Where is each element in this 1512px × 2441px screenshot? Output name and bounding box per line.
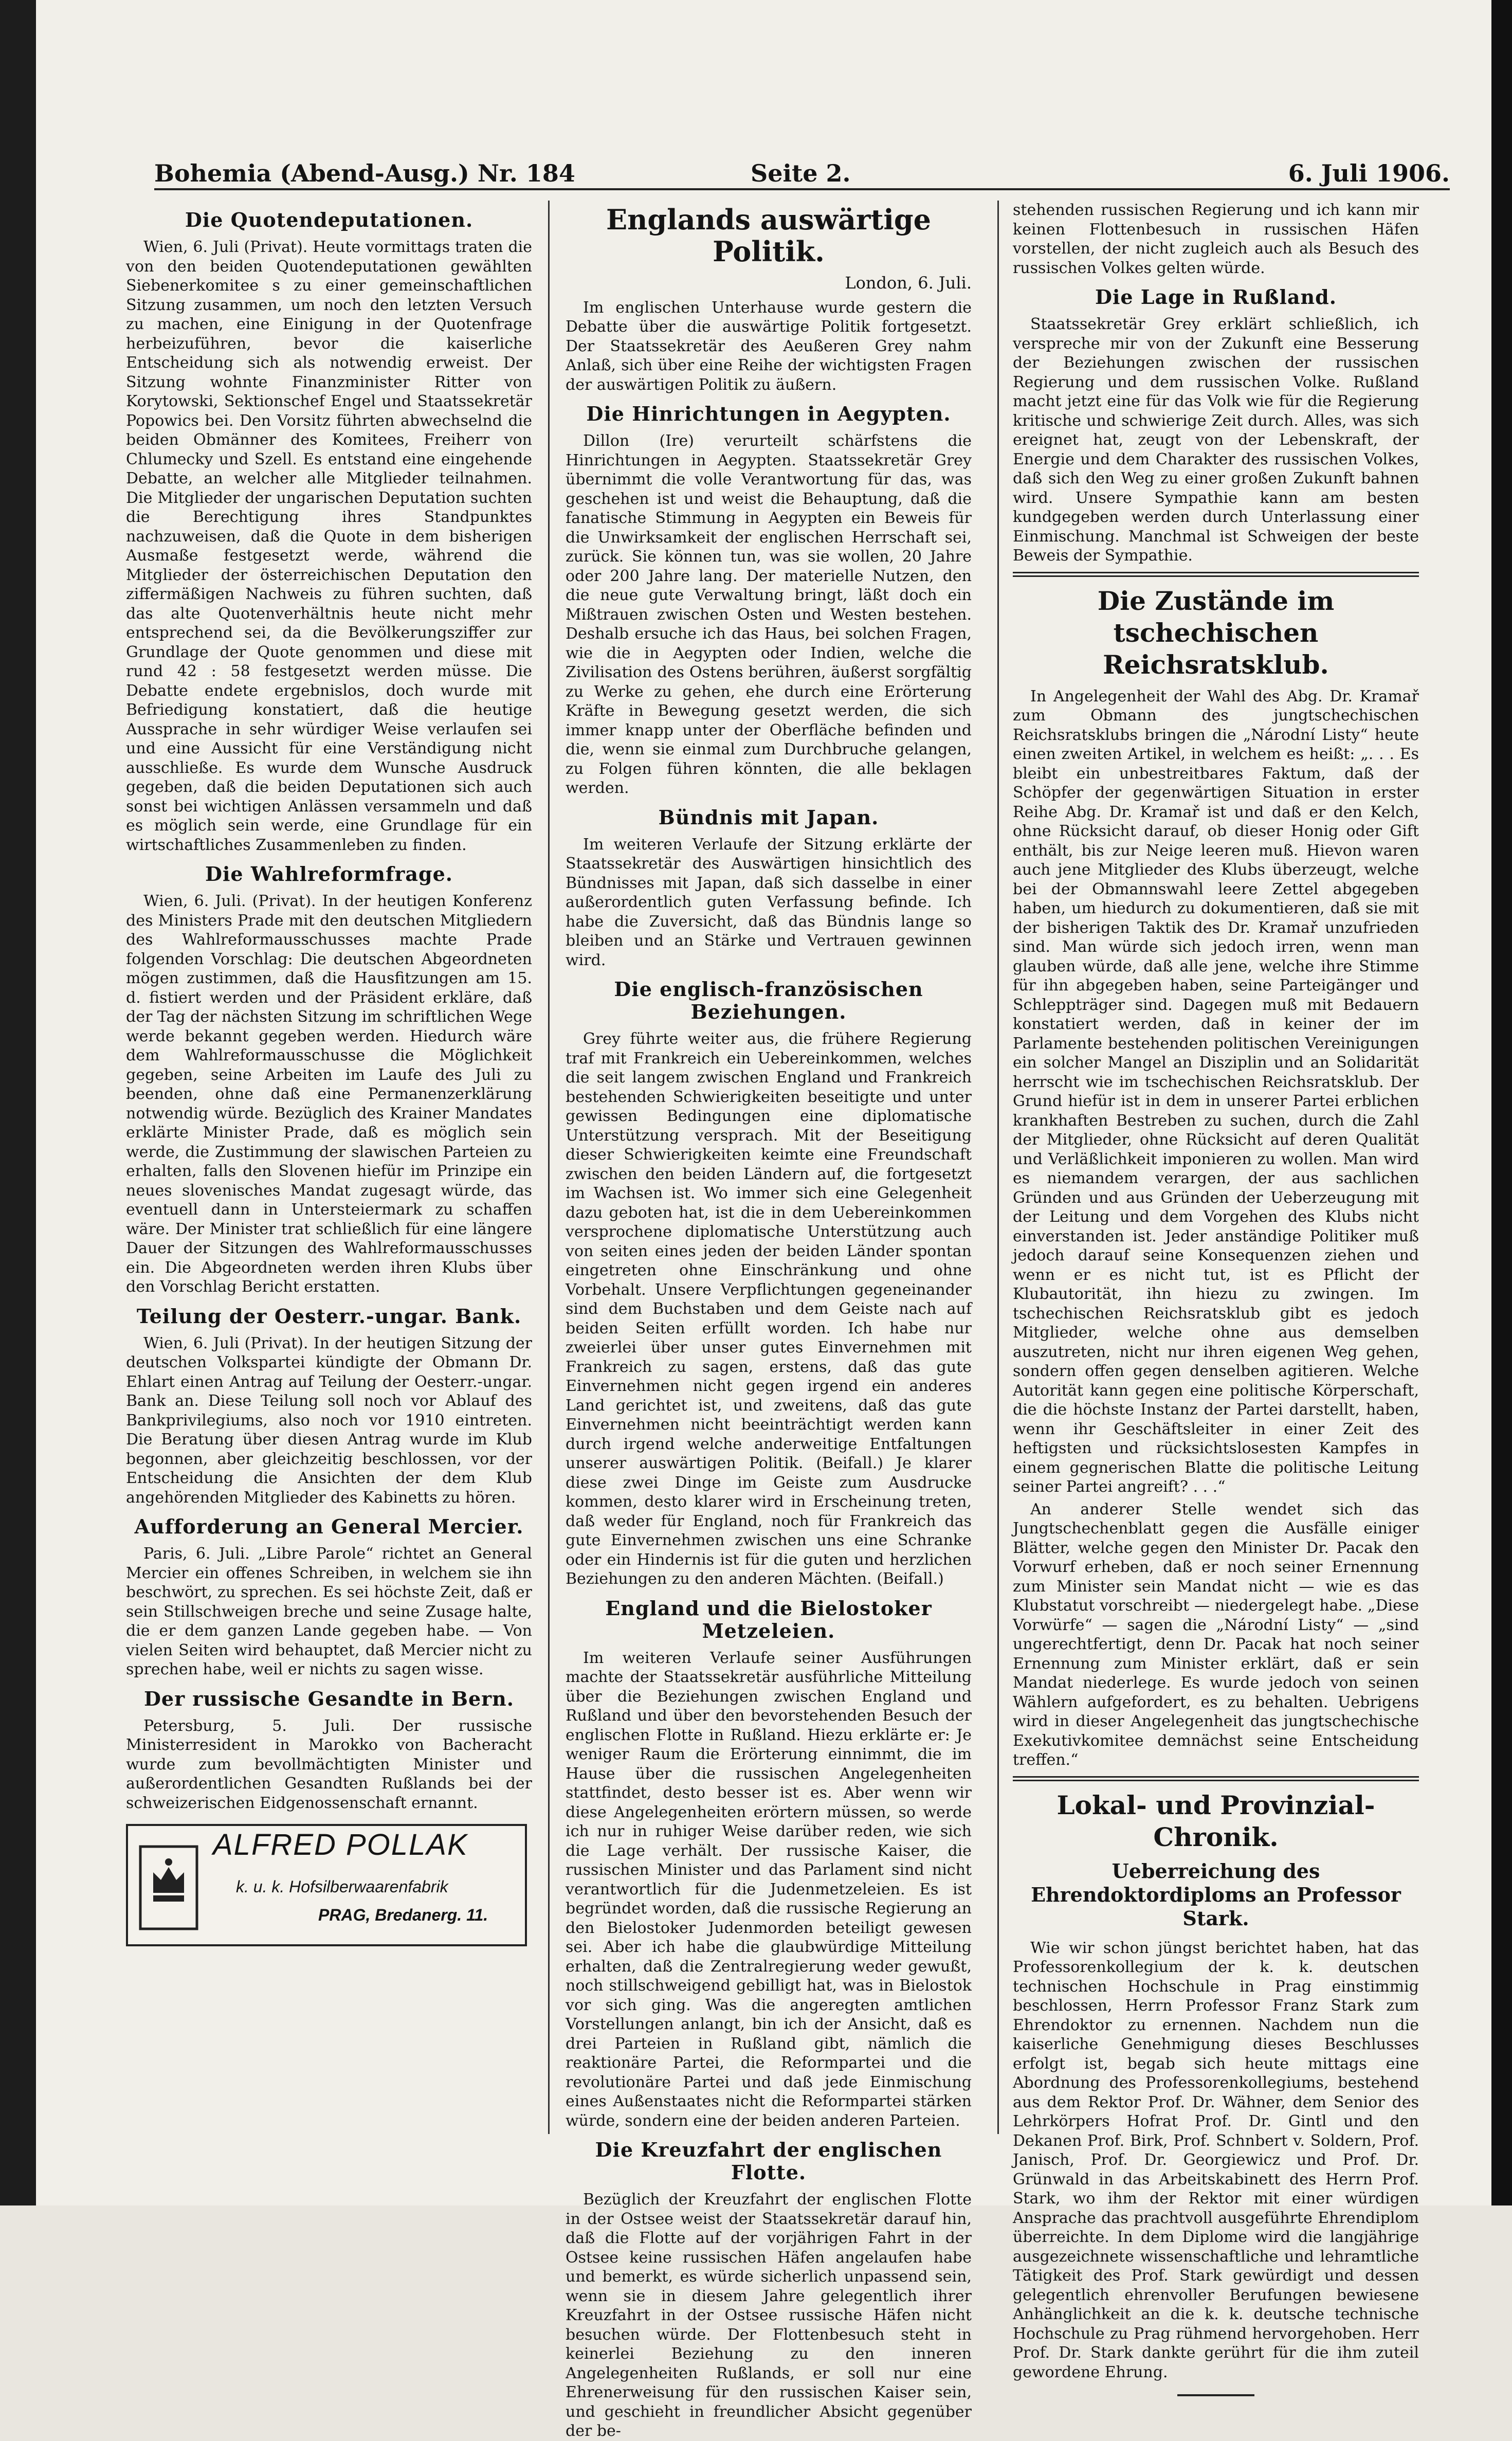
article-body: Wien, 6. Juli (Privat). Heute vormittags traten die von den beiden Quotendeputationen gewählten Siebenerkomitee s zu einer gemeinschaftlichen Sitzung zusammen, um noch den letzten Versuch zu machen, eine Einigung in der Quotenfrage herbeizuführen, bevor die kaiserliche Entscheidung sich als notwendig erweist. Der Sitzung wohnte Finanzminister Ritter von Korytowski, Sektionschef Engel und Staatssekretär Popowics bei. Den Vorsitz führten abwechselnd die beiden Obmänner des Komitees, Freiherr von Chlumecky und Szell. Es entstand eine eingehende Debatte, an welcher alle Mitglieder teilnahmen. Die Mitglieder der ungarischen Deputation suchten die Berechtigung ihres Standpunktes nachzuweisen, daß die Quote in dem bisherigen Ausmaße festgesetzt werde, während die Mitglieder der österreichischen Deputation den ziffermäßigen Nachweis zu führen suchten, daß das alte Quotenverhältnis heute nicht mehr entsprechend sei, da die Bevölkerungsziffer zur Grundlage der Quote genommen und diese mit rund 42 : 58 festgesetzt werden müsse. Die Debatte endete ergebnislos, doch wurde mit Befriedigung konstatiert, daß die heutige Aussprache in sehr würdiger Weise verlaufen sei und eine Aussicht für eine Verständigung nicht ausschließe. Es wurde dem Wunsche Ausdruck gegeben, daß die beiden Deputationen sich auch sonst bei wichtigen Anlässen versammeln und daß es möglich sein werde, eine Grundlage für ein wirtschaftliches Zusammenleben zu finden.	[126, 238, 532, 854]
article-title: Die englisch-französischen Beziehungen.	[614, 978, 923, 1023]
article-body: Bezüglich der Kreuzfahrt der englischen Flotte in der Ostsee weist der Staatssekretär darauf hin, daß die Flotte auf der vorjährigen Fahrt in der Ostsee keine russischen Häfen angelaufen habe und bemerkt, es würde sicherlich unpassend sein, wenn sie in diesem Jahre gelegentlich ihrer Kreuzfahrt in der Ostsee russische Häfen nicht besuchen würde. Der Flottenbesuch steht in keinerlei Beziehung zu den inneren Angelegenheiten Rußlands, er soll nur eine Ehrenerweisung für den russischen Kaiser sein, und geschieht in freundlicher Absicht gegenüber der be-	[566, 2191, 972, 2440]
article-body: Petersburg, 5. Juli. Der russische Ministerresident in Marokko von Bacheracht wurde zum bevollmächtigten Minister und außerordentlichen Gesandten Rußlands bei der schweizerischen Eidgenossenschaft ernannt.	[126, 1716, 532, 1812]
article-body: Wie wir schon jüngst berichtet haben, hat das Professorenkollegium der k. k. deutschen technischen Hochschule in Prag einstimmig beschlossen, Herrn Professor Franz Stark zum Ehrendoktor zu ernennen. Nachdem nun die kaiserliche Genehmigung dieses Beschlusses erfolgt ist, begab sich heute mittags eine Abordnung des Professorenkollegiums, bestehend aus dem Rektor Prof. Dr. Wähner, dem Senior des Lehrkörpers Hofrat Prof. Dr. Gintl und den Dekanen Prof. Birk, Prof. Schnbert v. Soldern, Prof. Janisch, Prof. Dr. Georgiewicz und Prof. Dr. Grünwald in das Arbeitskabinett des Herrn Prof. Stark, wo ihm der Rektor mit einer würdigen Ansprache das prachtvoll ausgeführte Ehrendiplom überreichte. In dem Diplome wird die langjährige ausgezeichnete wissenschaftliche und lehramtliche Tätigkeit des Prof. Stark gewürdigt und dessen gelegentlich ehrenvoller Berufungen bewiesene Anhänglichkeit an die k. k. deutsche technische Hochschule zu Prag rühmend hervorgehoben. Herr Prof. Dr. Stark dankte gerührt für die ihm zuteil gewordene Ehrung.	[1013, 1939, 1419, 2381]
section-divider	[1013, 572, 1419, 577]
article-body: Staatssekretär Grey erklärt schließlich, ich verspreche mir von der Zukunft eine Besserung der Beziehungen zwischen der russischen Regierung und dem russischen Volke. Rußland macht jetzt eine für das Volk wie für die Regierung kritische und schwierige Zeit durch. Alles, was sich ereignet hat, zeugt von der Lebenskraft, der Energie und dem Charakter des russischen Volkes, daß sich den Weg zu einer großen Zukunft bahnen wird. Unsere Sympathie kann am besten kundgegeben werden durch Unterlassung einer Einmischung. Manchmal ist Schweigen der beste Beweis der Sympathie.	[1013, 315, 1419, 565]
end-rule	[1177, 2394, 1254, 2396]
page-header	[154, 149, 1450, 190]
article-body: Wien, 6. Juli. (Privat). In der heutigen Konferenz des Ministers Prade mit den deutschen Mitgliedern des Wahlreformausschusses machte Prade folgenden Vorschlag: Die deutschen Abgeordneten mögen zustimmen, daß die Hausfitzungen am 15. d. fistiert werden und der Präsident erkläre, daß der Tag der nächsten Sitzung im schriftlichen Wege werde bekannt gegeben werden. Hiedurch wäre dem Wahlreformausschusse die Möglichkeit gegeben, seine Arbeiten im Laufe des Juli zu beenden, ohne daß eine Permanenzerklärung notwendig würde. Bezüglich des Krainer Mandates erklärte Minister Prade, daß es möglich sein werde, die Zustimmung der slawischen Parteien zu erhalten, falls den Slovenen hiefür im Prinzipe ein neues slovenisches Mandat zugesagt würde, das eventuell dann in Untersteiermark zu schaffen wäre. Der Minister trat schließlich für eine längere Dauer der Sitzungen des Wahlreformausschusses ein. Die Abgeordneten werden ihren Klubs über den Vorschlag Bericht erstatten.	[126, 892, 532, 1296]
article-title: Die Hinrichtungen in Aegypten.	[586, 402, 951, 425]
lead-article-title: Englands auswärtige Politik.	[606, 203, 932, 268]
article-body: Wien, 6. Juli (Privat). In der heutigen Sitzung der deutschen Volkspartei kündigte der Obmann Dr. Ehlart einen Antrag auf Teilung der Oesterr.-ungar. Bank an. Diese Teilung soll noch vor Ablauf des Bankprivilegiums, also noch vor 1910 eintreten. Die Beratung über diesen Antrag wurde im Klub begonnen, aber gleichzeitig beschlossen, vor der Entscheidung die Ansichten der dem Klub angehörenden Mitglieder des Kabinetts zu hören.	[126, 1334, 532, 1507]
scan-right-edge	[1491, 0, 1512, 2205]
article-body: Dillon (Ire) verurteilt schärfstens die Hinrichtungen in Aegypten. Staatssekretär Grey übernimmt die volle Verantwortung für das, was geschehen ist und weist die Behauptung, daß die fanatische Stimmung in Aegypten ein Beweis für die Unwirksamkeit der englischen Herrschaft sei, zurück. Sie können tun, was sie wollen, 20 Jahre oder 200 Jahre lang. Der materielle Nutzen, den die neue gute Verwaltung bringt, läßt doch ein Mißtrauen zwischen Osten und Westen bestehen. Deshalb ersuche ich das Haus, bei solchen Fragen, wie die in Aegypten oder Indien, welche die Zivilisation des Ostens berühren, äußerst sorgfältig zu Werke zu gehen, ehe durch eine Erörterung Kräfte in Bewegung gesetzt werden, die sich immer knapp unter der Oberfläche befinden und die, wenn sie einmal zum Durchbruche gelangen, zu Folgen führen könnten, die alle beklagen werden.	[566, 432, 972, 797]
article-body: Im weiteren Verlaufe der Sitzung erklärte der Staatssekretär des Auswärtigen hinsichtlich des Bündnisses mit Japan, daß sich dasselbe in einer außerordentlich guten Verfassung befinde. Ich habe die Zuversicht, daß das Bündnis lange so bleiben und an Stärke und Vertrauen gewinnen wird.	[566, 835, 972, 969]
article-body: Paris, 6. Juli. „Libre Parole“ richtet an General Mercier ein offenes Schreiben, in welchem sie ihn beschwört, zu sprechen. Es sei höchste Zeit, daß er sein Stillschweigen breche und seine Zusage halte, die er dem ganzen Lande gegeben habe. — Von vielen Seiten wird behauptet, daß Mercier nicht zu sprechen habe, weil er nichts zu sagen wisse.	[126, 1545, 532, 1678]
header-publication: Bohemia (Abend-Ausg.) Nr. 184	[154, 159, 575, 187]
article-title: England und die Bielostoker Metzeleien.	[605, 1596, 932, 1642]
advertisement-pollak	[126, 1824, 527, 1946]
scan-left-edge	[0, 0, 36, 2205]
article-title: Der russische Gesandte in Bern.	[143, 1687, 515, 1710]
article-title: Die Zustände im tschechischen Reichsratsklub.	[1097, 585, 1335, 680]
column-divider-2	[997, 201, 999, 2134]
header-date: 6. Juli 1906.	[1288, 159, 1450, 187]
column-2	[566, 201, 972, 2440]
article-subtitle: Ueberreichung des Ehrendoktordiploms an Professor Stark.	[1031, 1859, 1401, 1930]
article-body: Im weiteren Verlaufe seiner Ausführungen machte der Staatssekretär ausführliche Mitteilung über die Beziehungen zwischen England und Rußland und über den bevorstehenden Besuch der englischen Flotte in Rußland. Hiezu erklärte er: Je weniger Raum die Erörterung einnimmt, die im Hause über die russischen Angelegenheiten stattfindet, desto besser ist es. Aber wenn wir diese Angelegenheiten erörtern müssen, so werde ich nur in ruhiger Weise darüber reden, wie sich die Lage verhält. Der russische Kaiser, die russischen Minister und das Parlament sind nicht verantwortlich für die Judenmetzeleien. Es ist begründet worden, daß die russische Regierung an den Bielostoker Judenmorden beteiligt gewesen sei. Aber ich habe die glaubwürdige Mitteilung erhalten, daß die Zentralregierung weder gewußt, noch stillschweigend gebilligt hat, was in Bielostok vor sich ging. Was die angeregten amtlichen Vorstellungen anlangt, bin ich der Ansicht, daß es drei Parteien in Rußland gibt, nämlich die reaktionäre Partei, die Reformpartei und die revolutionäre Partei und daß jede Einmischung eines Außenstaates nicht die Reformpartei stärken würde, sondern eine der beiden anderen Parteien.	[566, 1649, 972, 2130]
header-page-number: Seite 2.	[751, 159, 851, 187]
ad-address: PRAG, Bredanerg. 11.	[318, 1906, 488, 1924]
article-title: Bündnis mit Japan.	[658, 805, 879, 829]
article-title: Die Lage in Rußland.	[1095, 285, 1337, 309]
article-body: In Angelegenheit der Wahl des Abg. Dr. Kramař zum Obmann des jungtschechischen Reichsratsklubs bringen die „Národní Listy“ heute einen zweiten Artikel, in welchem es heißt: „. . . Es bleibt ein unbestreitbares Faktum, daß der Schöpfer der gegenwärtigen Situation in erster Reihe Abg. Dr. Kramař ist und daß er den Kelch, ohne Rücksicht darauf, ob dieser Honig oder Gift enthält, bis zur Neige leeren muß. Hievon waren auch jene Mitglieder des Klubs überzeugt, welche bei der Obmannswahl leere Zettel abgegeben haben, um hiedurch zu dokumentieren, daß sie mit der bisherigen Taktik des Dr. Kramař unzufrieden sind. Man würde sich jedoch irren, wenn man glauben würde, daß alle jene, welche ihre Stimme für ihn abgegeben haben, seine Parteigänger und Schleppträger sind. Dagegen muß mit Bedauern konstatiert werden, daß in keiner der im Parlamente bestehenden politischen Vereinigungen ein solcher Mangel an Disziplin und an Solidarität herrscht wie im tschechischen Reichsratsklub. Der Grund hiefür ist in dem in unserer Partei erblichen krankhaften Bestreben zu suchen, durch die Zahl der Mitglieder, ohne Rücksicht auf deren Qualität und Verläßlichkeit imponieren zu wollen. Man wird es niemandem verargen, der aus sachlichen Gründen und aus Gründen der Ueberzeugung mit der Leitung und dem Vorgehen des Klubs nicht einverstanden ist. Jeder anständige Politiker muß jedoch darauf seine Konsequenzen ziehen und wenn er es nicht tut, ist es Pflicht der Klubautorität, ihn hiezu zu zwingen. Im tschechischen Reichsratsklub gibt es jedoch Mitglieder, welche ohne aus demselben auszutreten, nicht nur ihren eigenen Weg gehen, sondern offen gegen denselben agitieren. Welche Autorität kann gegen eine politische Körperschaft, die die höchste Instanz der Partei darstellt, haben, wenn ihr Geschäftsleiter in einer Zeit des heftigsten und rücksichtslosesten Kampfes in einem gegnerischen Blatte die politische Leitung seiner Partei angreift? . . .“	[1013, 687, 1419, 1496]
article-title: Teilung der Oesterr.-ungar. Bank.	[136, 1304, 522, 1328]
article-title: Die Wahlreformfrage.	[205, 862, 453, 885]
section-title: Lokal- und Provinzial-Chronik.	[1056, 1789, 1375, 1852]
crown-emblem-icon	[135, 1836, 202, 1934]
section-divider	[1013, 1776, 1419, 1781]
article-title: Aufforderung an General Mercier.	[134, 1515, 524, 1538]
column-divider-1	[548, 201, 550, 2134]
article-title: Die Quotendeputationen.	[185, 208, 473, 231]
ad-company-name: ALFRED POLLAK	[213, 1828, 468, 1861]
article-body-continued: stehenden russischen Regierung und ich kann mir keinen Flottenbesuch in russischen Häfen vorstellen, der nicht zugleich auch als Besuch des russischen Volkes gelten würde.	[1013, 201, 1419, 277]
column-3	[1013, 201, 1419, 2381]
article-body: An anderer Stelle wendet sich das Jungtschechenblatt gegen die Ausfälle einiger Blätter, welche gegen den Minister Dr. Pacak den Vorwurf erheben, daß er noch seiner Ernennung zum Minister sein Mandat nicht — wie es das Klubstatut vorschreibt — niedergelegt habe. „Diese Vorwürfe“ — sagen die „Národní Listy“ — „sind ungerechtfertigt, denn Dr. Pacak hat noch seiner Ernennung zum Minister erklärt, daß er sein Mandat niederlege. Es wurde jedoch von seinen Wählern aufgefordert, es zu behalten. Uebrigens wird in dieser Angelegenheit das jungtschechische Exekutivkomitee demnächst seine Entscheidung treffen.“	[1013, 1500, 1419, 1769]
article-title: Die Kreuzfahrt der englischen Flotte.	[595, 2138, 942, 2184]
ad-tagline: k. u. k. Hofsilberwaarenfabrik	[236, 1877, 448, 1896]
header-rule	[154, 188, 1450, 190]
column-1	[126, 201, 532, 2124]
article-body: Im englischen Unterhause wurde gestern die Debatte über die auswärtige Politik fortgesetzt. Der Staatssekretär des Aeußeren Grey nahm Anlaß, sich über eine Reihe der wichtigsten Fragen der auswärtigen Politik zu äußern.	[566, 298, 972, 394]
article-body: Grey führte weiter aus, die frühere Regierung traf mit Frankreich ein Uebereinkommen, welches die seit langem zwischen England und Frankreich bestehenden Schwierigkeiten beseitigte und unter gewissen Bedingungen eine diplomatische Unterstützung versprach. Mit der Beseitigung dieser Schwierigkeiten keimte eine Freundschaft zwischen den beiden Ländern auf, die fortgesetzt im Wachsen ist. Wo immer sich eine Gelegenheit dazu geboten hat, ist die in dem Uebereinkommen versprochene diplomatische Unterstützung auch von seiten eines jeden der beiden Länder spontan eingetreten ohne Einschränkung und ohne Vorbehalt. Unsere Verpflichtungen gegeneinander sind dem Buchstaben und dem Geiste nach auf beiden Seiten erfüllt worden. Ich habe nur zweierlei über unser gutes Einvernehmen mit Frankreich zu sagen, erstens, daß das gute Einvernehmen nicht gegen irgend ein anderes Land gerichtet ist, und zweitens, daß das gute Einvernehmen nicht beeinträchtigt werden kann durch irgend welche anderweitige Entfaltungen unserer auswärtigen Politik. (Beifall.) Je klarer diese zwei Dinge im Geiste zum Ausdrucke kommen, desto klarer wird in Erscheinung treten, daß weder für England, noch für Frankreich das gute Einvernehmen zwischen uns eine Schranke oder ein Hindernis ist für die guten und herzlichen Beziehungen zu den anderen Mächten. (Beifall.)	[566, 1030, 972, 1588]
article-dateline: London, 6. Juli.	[845, 273, 972, 293]
